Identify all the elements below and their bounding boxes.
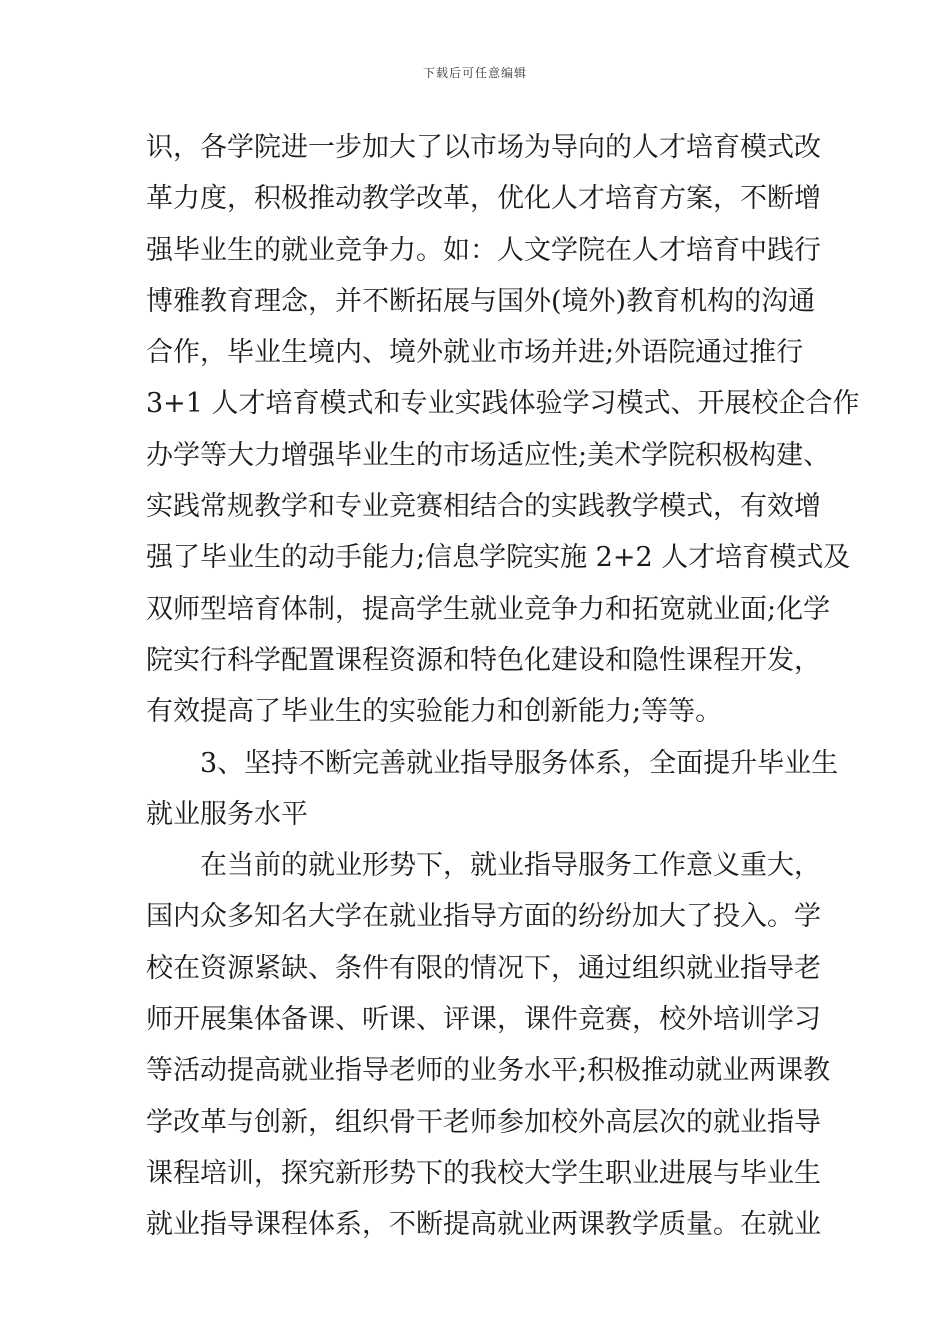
text-line: 等活动提高就业指导老师的业务水平;积极推动就业两课教 — [146, 1055, 831, 1087]
text-line: 3、坚持不断完善就业指导服务体系，全面提升毕业生 — [200, 747, 839, 779]
text-line: 3+1 人才培育模式和专业实践体验学习模式、开展校企合作 — [146, 388, 860, 420]
text-line: 有效提高了毕业生的实验能力和创新能力;等等。 — [146, 696, 723, 728]
paragraph — [146, 840, 831, 1250]
text-line: 合作，毕业生境内、境外就业市场并进;外语院通过推行 — [146, 337, 804, 369]
section-heading — [146, 738, 839, 841]
text-line: 识，各学院进一步加大了以市场为导向的人才培育模式改 — [146, 132, 821, 163]
paragraph — [146, 122, 860, 738]
text-line: 学改革与创新，组织骨干老师参加校外高层次的就业指导 — [146, 1106, 821, 1138]
text-line: 办学等大力增强毕业生的市场适应性;美术学院积极构建、 — [146, 439, 831, 471]
page-header: 下载后可任意编辑 — [422, 66, 527, 80]
text-line: 实践常规教学和专业竞赛相结合的实践教学模式，有效增 — [146, 491, 821, 523]
text-line: 校在资源紧缺、条件有限的情况下，通过组织就业指导老 — [146, 952, 821, 984]
text-line: 就业服务水平 — [146, 798, 308, 830]
text-line: 革力度，积极推动教学改革，优化人才培育方案，不断增 — [146, 183, 821, 215]
text-line: 博雅教育理念，并不断拓展与国外(境外)教育机构的沟通 — [146, 285, 816, 317]
text-line: 在当前的就业形势下，就业指导服务工作意义重大， — [200, 850, 821, 882]
text-line: 课程培训，探究新形势下的我校大学生职业进展与毕业生 — [146, 1157, 821, 1189]
document-body — [146, 122, 860, 1251]
text-line: 强了毕业生的动手能力;信息学院实施 2+2 人才培育模式及 — [146, 542, 851, 574]
text-line: 强毕业生的就业竞争力。如：人文学院在人才培育中践行 — [146, 234, 821, 266]
text-line: 双师型培育体制，提高学生就业竞争力和拓宽就业面;化学 — [146, 593, 831, 625]
text-line: 国内众多知名大学在就业指导方面的纷纷加大了投入。学 — [146, 901, 821, 933]
text-line: 就业指导课程体系，不断提高就业两课教学质量。在就业 — [146, 1209, 821, 1241]
text-line: 院实行科学配置课程资源和特色化建设和隐性课程开发， — [146, 644, 821, 676]
text-line: 师开展集体备课、听课、评课，课件竞赛，校外培训学习 — [146, 1004, 821, 1036]
